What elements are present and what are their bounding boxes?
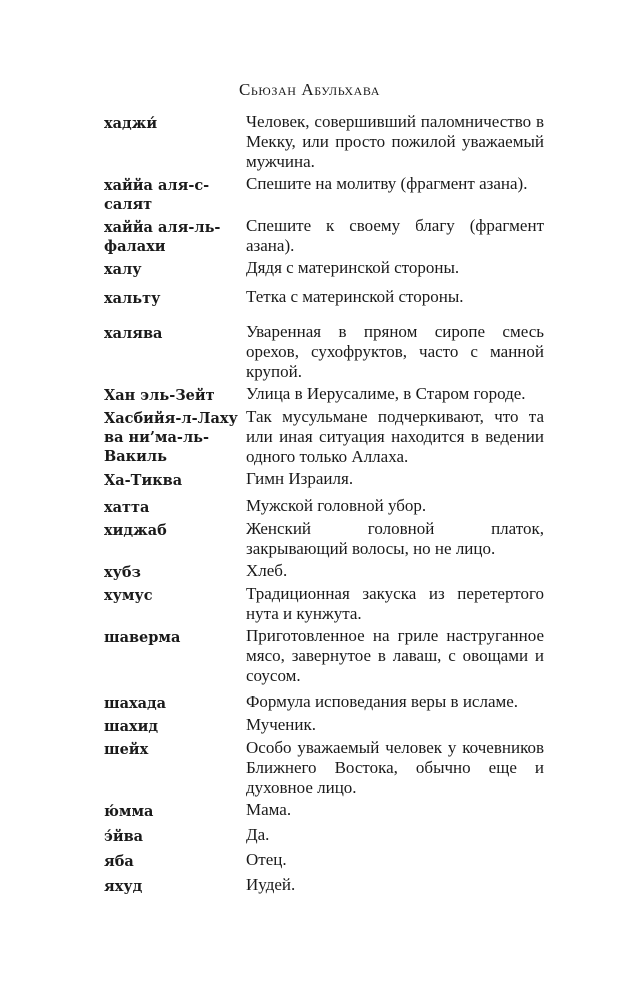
- glossary-definition: Иудей.: [246, 875, 296, 894]
- glossary-entry: [104, 112, 544, 172]
- glossary-definition: Особо уважаемый человек у кочевников Ближнего Востока, обычно еще и духовное лицо.: [246, 738, 544, 797]
- glossary-term: хальту: [104, 290, 161, 307]
- glossary-definition: Формула исповедания веры в исламе.: [246, 692, 519, 711]
- glossary-definition: Уваренная в пряном сиропе смесь орехов, сухофруктов, часто с манной крупой.: [246, 322, 544, 381]
- glossary-definition: Мученик.: [246, 715, 316, 734]
- glossary-definition: Так мусульмане подчеркивают, что та или иная ситуация находится в ведении одного только Аллаха.: [246, 407, 544, 466]
- glossary-term: яхуд: [104, 878, 143, 895]
- glossary-term: халява: [104, 325, 163, 342]
- glossary-entry: [104, 715, 544, 736]
- glossary-term: хатта: [104, 499, 150, 516]
- glossary-entry: [104, 825, 544, 846]
- glossary-term: хаджи́: [104, 115, 158, 132]
- glossary-definition: Спешите к своему благу (фрагмент азана).: [246, 216, 544, 255]
- glossary-entry: [104, 692, 544, 713]
- glossary-term: хиджаб: [104, 522, 167, 539]
- glossary-term: шахада: [104, 695, 167, 712]
- glossary-definition: Традиционная закуска из перетертого нута и кунжута.: [246, 584, 544, 623]
- glossary-term: э́йва: [104, 828, 144, 845]
- glossary-definition: Гимн Израиля.: [246, 469, 354, 488]
- glossary-term: хумус: [104, 587, 153, 604]
- glossary-definition: Тетка с материнской стороны.: [246, 287, 464, 306]
- glossary-entry: [104, 407, 544, 467]
- glossary-entry: [104, 519, 544, 559]
- glossary-definition: Улица в Иерусалиме, в Старом городе.: [246, 384, 526, 403]
- glossary-entry: [104, 584, 544, 624]
- glossary-definition: Дядя с материнской стороны.: [246, 258, 460, 277]
- glossary-entry: [104, 174, 544, 214]
- glossary-entry: [104, 738, 544, 798]
- glossary-term: шейх: [104, 741, 149, 758]
- glossary-definition: Женский головной платок, закрывающий волосы, но не лицо.: [246, 519, 544, 558]
- glossary-entry: [104, 216, 544, 256]
- glossary-entry: [104, 322, 544, 382]
- glossary-term: халу: [104, 261, 142, 278]
- glossary-term: Хан эль-Зейт: [104, 387, 215, 404]
- glossary-term: ю́мма: [104, 803, 154, 820]
- glossary-entry: [104, 287, 544, 308]
- glossary-definition: Хлеб.: [246, 561, 288, 580]
- glossary-term: Хасбийя-л-Лаху ва ни’ма-ль-Вакиль: [104, 410, 238, 465]
- glossary-definition: Мужской головной убор.: [246, 496, 427, 515]
- glossary-entry: [104, 850, 544, 871]
- glossary-entry: [104, 626, 544, 686]
- running-head: Сьюзан Абульхава: [238, 80, 381, 99]
- glossary-definition: Приготовленное на гриле наструганное мясо, завернутое в лаваш, с овощами и соусом.: [246, 626, 544, 685]
- glossary-term: Ха-Тиква: [104, 472, 183, 489]
- glossary-entry: [104, 800, 544, 821]
- glossary-term: шаверма: [104, 629, 181, 646]
- glossary-definition: Отец.: [246, 850, 287, 869]
- glossary-definition: Человек, совершивший паломничество в Мекку, или просто пожилой уважаемый мужчина.: [246, 112, 544, 171]
- glossary-definition: Спешите на молитву (фрагмент азана).: [246, 174, 528, 193]
- glossary-term: шахид: [104, 718, 159, 735]
- glossary-definition: Мама.: [246, 800, 292, 819]
- glossary-entry: [104, 496, 544, 517]
- glossary-list: [104, 112, 544, 898]
- glossary-term: хубз: [104, 564, 141, 581]
- glossary-entry: [104, 384, 544, 405]
- glossary-entry: [104, 561, 544, 582]
- glossary-entry: [104, 469, 544, 490]
- glossary-entry: [104, 875, 544, 896]
- glossary-term: хаййа аля-ль-фалахи: [104, 219, 221, 255]
- glossary-definition: Да.: [246, 825, 270, 844]
- glossary-term: яба: [104, 853, 134, 870]
- glossary-term: хаййа аля-с-салят: [104, 177, 210, 213]
- glossary-entry: [104, 258, 544, 279]
